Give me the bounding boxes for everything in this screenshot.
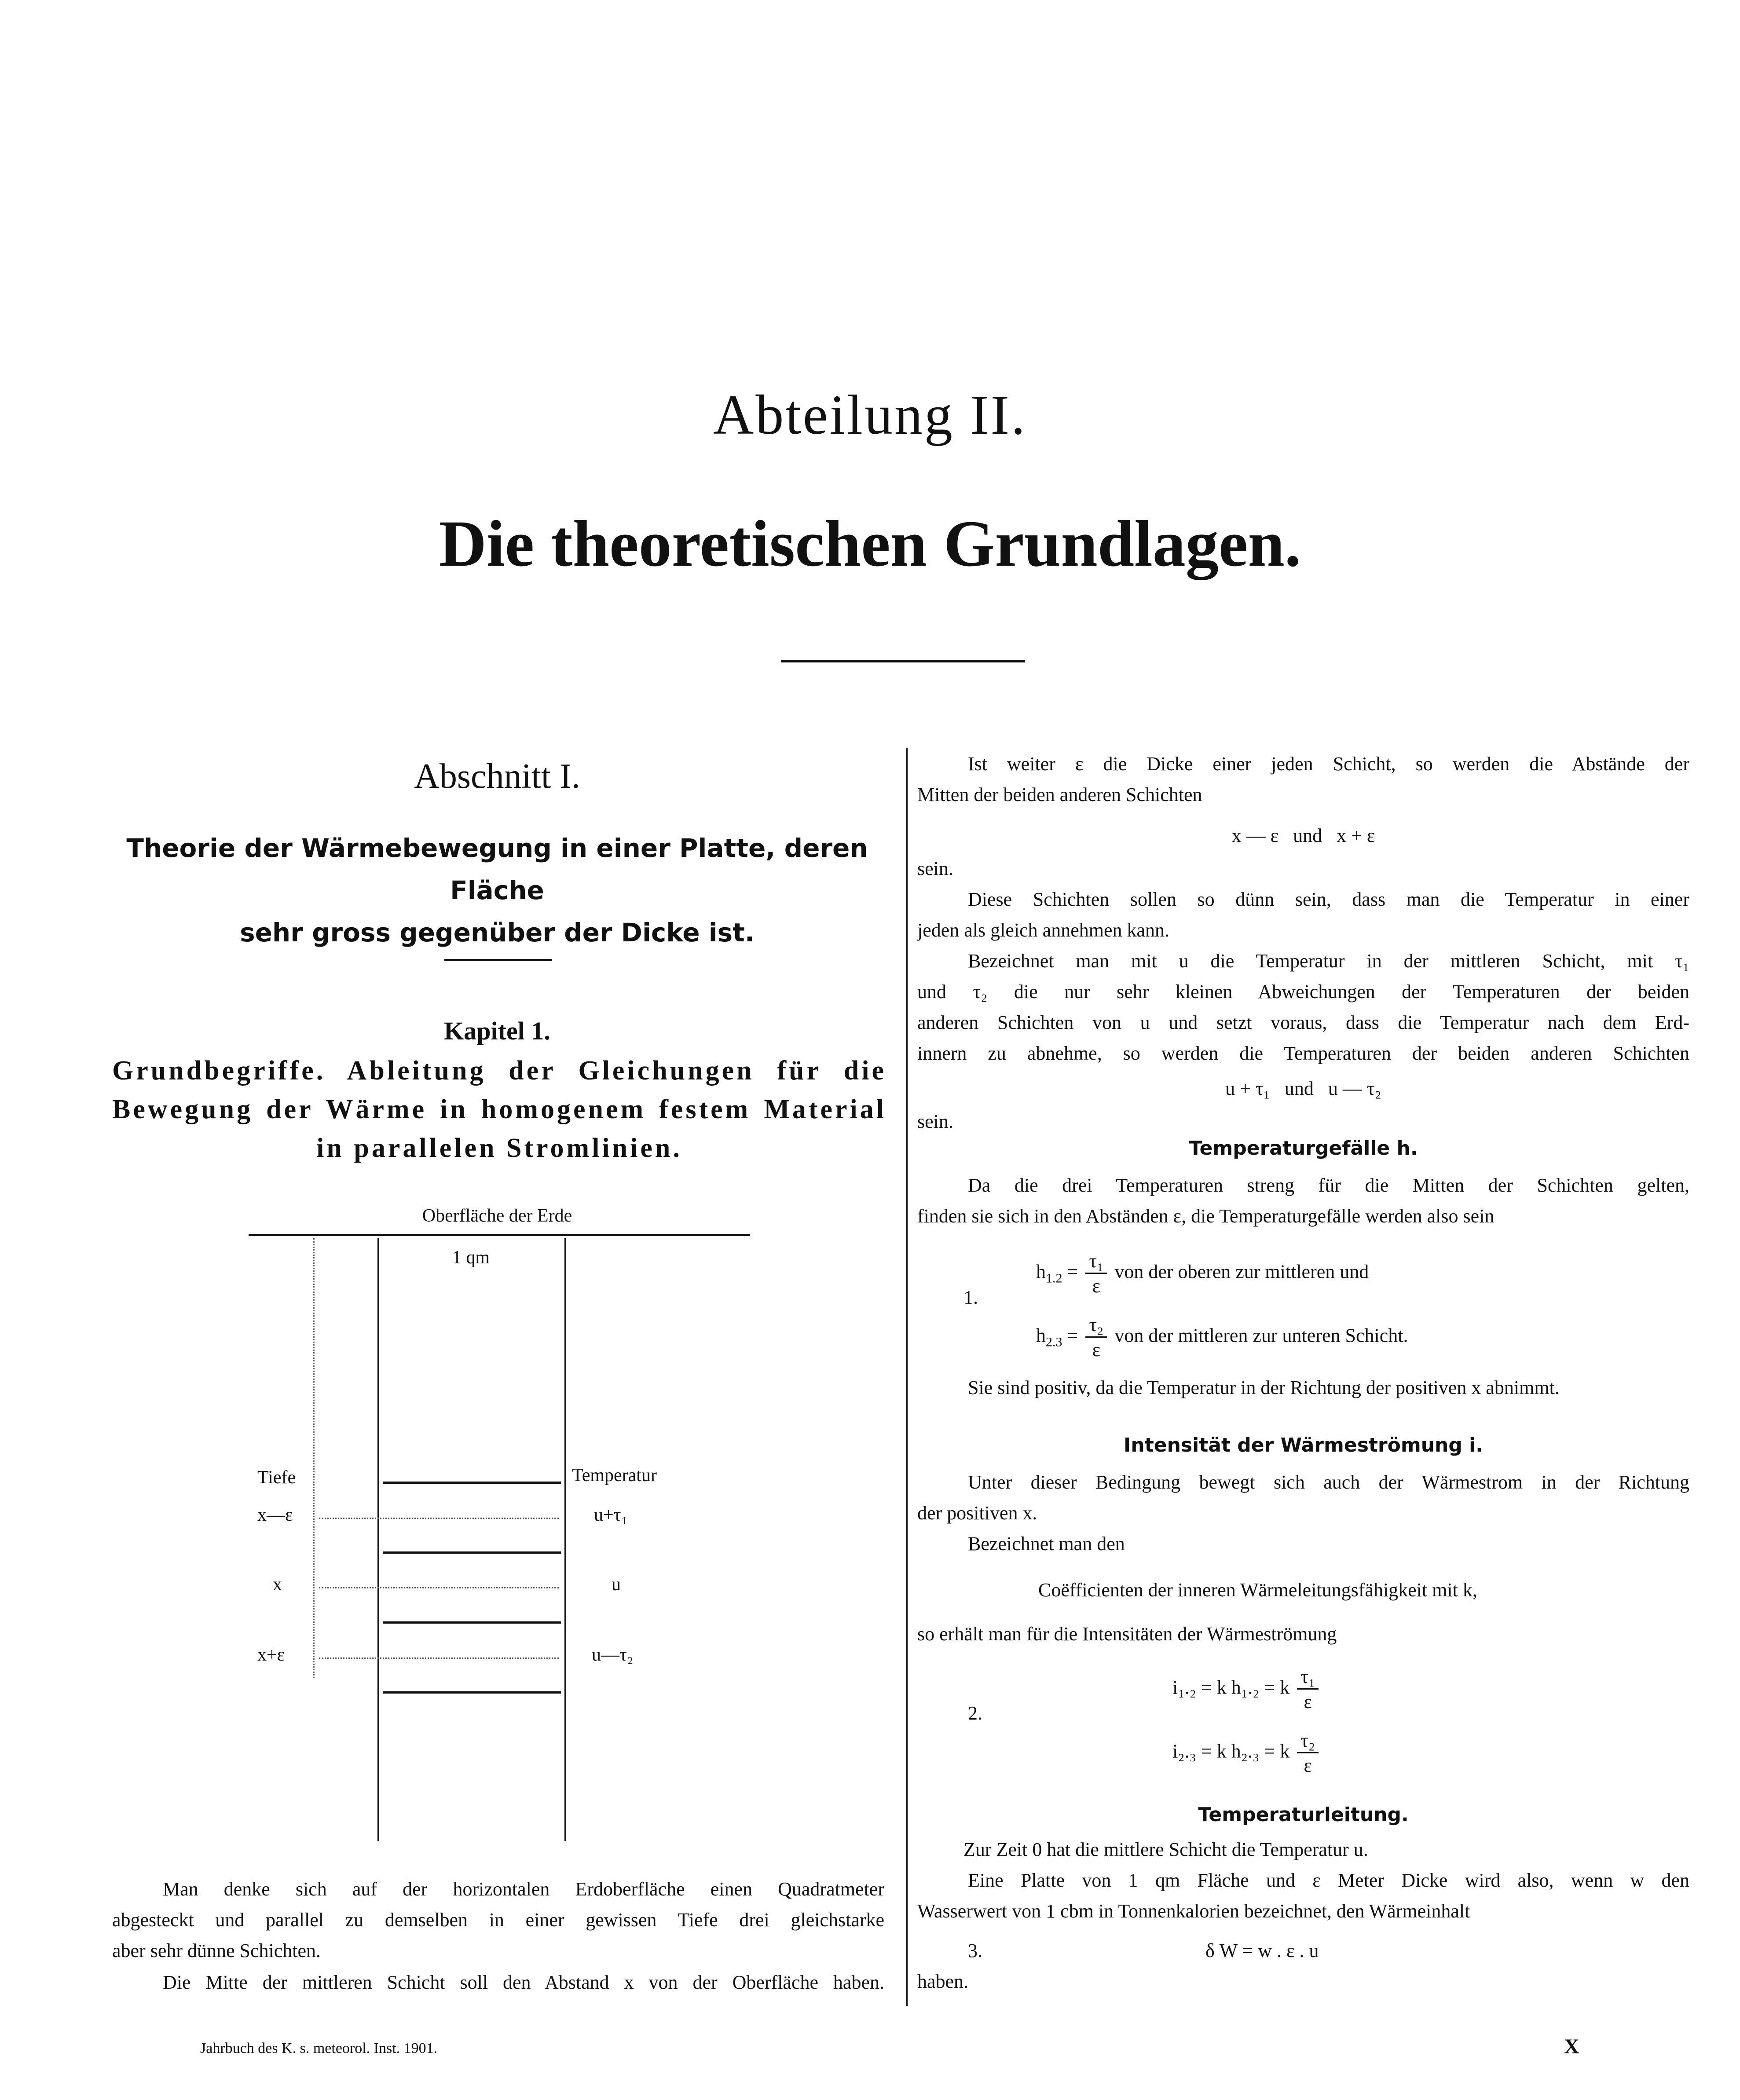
section-heading: Abschnitt I. <box>414 757 580 796</box>
equation-distances: x — ε und x + ε <box>1231 825 1375 846</box>
text-line: und τ₂ die nur sehr kleinen Abweichungen der Temperaturen der beiden <box>917 981 1689 1002</box>
page-title: Die theoretischen Grundlagen. <box>439 507 1301 580</box>
layer-boundary <box>383 1551 561 1554</box>
equation-number: 3. <box>968 1940 982 1961</box>
text-line: sein. <box>917 1111 953 1132</box>
temperature-label: u+τ₁ <box>594 1505 628 1525</box>
section-subtitle-line: sehr gross gegenüber der Dicke ist. <box>240 918 755 948</box>
equation-intensity-2 <box>1172 1731 1321 1775</box>
eq-lhs: h <box>1036 1261 1046 1283</box>
fraction <box>1297 1731 1319 1775</box>
numerator: τ₁ <box>1085 1251 1107 1274</box>
equation-temperatures: u + τ₁ und u — τ₂ <box>1225 1078 1381 1099</box>
text-line: Zur Zeit 0 hat die mittlere Schicht die Temperatur u. <box>963 1839 1368 1860</box>
text-line: Da die drei Temperaturen streng für die Mitten der Schichten gelten, <box>968 1174 1689 1196</box>
text-line: anderen Schichten von u und setzt voraus, dass die Temperatur nach dem Erd- <box>917 1012 1689 1033</box>
surface-label: Oberfläche der Erde <box>422 1206 572 1226</box>
chapter-title-line: Grundbegriffe. Ableitung der Gleichungen für die <box>112 1056 886 1086</box>
text-line: Man denke sich auf der horizontalen Erdoberfläche einen Quadratmeter <box>163 1878 884 1900</box>
text-line: Unter dieser Bedingung bewegt sich auch der Wärmestrom in der Richtung <box>968 1471 1689 1493</box>
body-paragraph: Die Mitte der mittleren Schicht soll den Abstand x von der Oberfläche haben. <box>163 1972 884 1993</box>
text-line: Ist weiter ε die Dicke einer jeden Schicht, so werden die Abstände der <box>968 753 1689 775</box>
section-subtitle-line: Theorie der Wärmebewegung in einer Platte, deren Fläche <box>126 833 868 905</box>
layer-boundary <box>383 1482 561 1484</box>
temperature-header: Temperatur <box>572 1465 657 1485</box>
denominator: ε <box>1092 1275 1101 1297</box>
denominator: ε <box>1304 1691 1312 1712</box>
area-label: 1 qm <box>452 1248 490 1268</box>
chapter-title <box>112 1051 886 1167</box>
equation-gradient-1: $h_{1.2}$ = $\frac{\text{τ₁}}{\varepsilon}$ von der oberen zur mittleren und <box>1036 1250 1369 1297</box>
division-heading: Abteilung II. <box>713 384 1027 446</box>
numerator: τ₁ <box>1297 1667 1319 1690</box>
layer-boundary <box>383 1621 561 1624</box>
eq-lhs: h <box>1036 1324 1046 1346</box>
depth-guide <box>313 1238 315 1678</box>
title-rule <box>781 660 1025 662</box>
equation-number: 1. <box>963 1287 978 1308</box>
subheading-intensity: Intensität der Wärmeströmung i. <box>1124 1434 1483 1456</box>
equation-heat-content: δ W = w . ε . u <box>1205 1940 1319 1961</box>
layer-midline <box>319 1587 559 1588</box>
chapter-title-line: Bewegung der Wärme in homogenem festem Material <box>112 1094 886 1124</box>
temperature-label: u—τ₂ <box>592 1645 634 1665</box>
eq-text: von der mittleren zur unteren Schicht. <box>1114 1324 1408 1346</box>
layer-midline <box>319 1657 559 1659</box>
fraction <box>1297 1667 1319 1712</box>
equation-intensity-1 <box>1172 1667 1321 1712</box>
layer-boundary <box>383 1691 561 1694</box>
temperature-label: u <box>612 1574 621 1595</box>
text-line: haben. <box>917 1971 969 1992</box>
column-divider <box>906 748 908 2006</box>
text-line: Eine Platte von 1 qm Fläche und ε Meter Dicke wird also, wenn w den <box>968 1870 1689 1891</box>
numerator: τ₂ <box>1085 1315 1107 1338</box>
fraction <box>1085 1251 1107 1296</box>
equation-gradient-2: $h_{2.3}$ = $\frac{\text{τ₂}}{\varepsilon}$ von der mittleren zur unteren Schicht. <box>1036 1314 1408 1361</box>
eq-sub: 1.2 <box>1046 1271 1062 1286</box>
numerator: τ₂ <box>1297 1731 1319 1753</box>
text-line: jeden als gleich annehmen kann. <box>917 919 1170 941</box>
text-line: Bezeichnet man den <box>968 1533 1125 1555</box>
column-right-edge <box>564 1238 566 1841</box>
text-line: innern zu abnehme, so werden die Temperaturen der beiden anderen Schichten <box>917 1043 1689 1064</box>
eq-sub: 2.3 <box>1046 1335 1062 1350</box>
column-left-edge <box>377 1238 379 1841</box>
section-rule <box>444 959 552 961</box>
text-line: Coëfficienten der inneren Wärmeleitungsfähigkeit mit k, <box>1038 1579 1477 1601</box>
text-line: finden sie sich in den Abständen ε, die Temperaturgefälle werden also sein <box>917 1205 1495 1227</box>
equation-number: 2. <box>968 1702 982 1724</box>
text-line: der positiven x. <box>917 1502 1037 1524</box>
depth-label: x <box>273 1574 282 1595</box>
text-line: so erhält man für die Intensitäten der Wärmeströmung <box>917 1623 1337 1645</box>
text-line: Wasserwert von 1 cbm in Tonnenkalorien bezeichnet, den Wärmeinhalt <box>917 1900 1470 1922</box>
eq-expression: i₁.₂ = k h₁.₂ = k <box>1172 1676 1290 1698</box>
denominator: ε <box>1092 1339 1101 1361</box>
text-line: Bezeichnet man mit u die Temperatur in der mittleren Schicht, mit τ₁ <box>968 950 1689 972</box>
depth-label: x—ε <box>257 1505 293 1525</box>
layer-midline <box>319 1518 559 1519</box>
depth-header: Tiefe <box>257 1467 296 1488</box>
text-line: Mitten der beiden anderen Schichten <box>917 784 1202 805</box>
text-line: Sie sind positiv, da die Temperatur in der Richtung der positiven x abnimmt. <box>968 1377 1560 1398</box>
text-line: Diese Schichten sollen so dünn sein, dass man die Temperatur in einer <box>968 889 1689 910</box>
eq-text: von der oberen zur mittleren und <box>1114 1261 1369 1283</box>
chapter-title-line: in parallelen Stromlinien. <box>316 1133 682 1163</box>
text-line: sein. <box>917 858 953 879</box>
page-number: X <box>1564 2035 1579 2058</box>
subheading-conduction: Temperaturleitung. <box>1198 1804 1409 1826</box>
subheading-gradient: Temperaturgefälle h. <box>1189 1137 1418 1160</box>
text-line: abgesteckt und parallel zu demselben in einer gewissen Tiefe drei gleichstarke <box>112 1909 884 1931</box>
section-subtitle <box>106 827 889 954</box>
depth-label: x+ε <box>257 1645 285 1665</box>
surface-line <box>249 1234 750 1236</box>
chapter-heading: Kapitel 1. <box>444 1017 550 1045</box>
fraction <box>1085 1315 1107 1360</box>
text-line: aber sehr dünne Schichten. <box>112 1940 321 1961</box>
footer-source: Jahrbuch des K. s. meteorol. Inst. 1901. <box>200 2040 438 2056</box>
denominator: ε <box>1304 1755 1312 1776</box>
eq-expression: i₂.₃ = k h₂.₃ = k <box>1172 1740 1290 1762</box>
